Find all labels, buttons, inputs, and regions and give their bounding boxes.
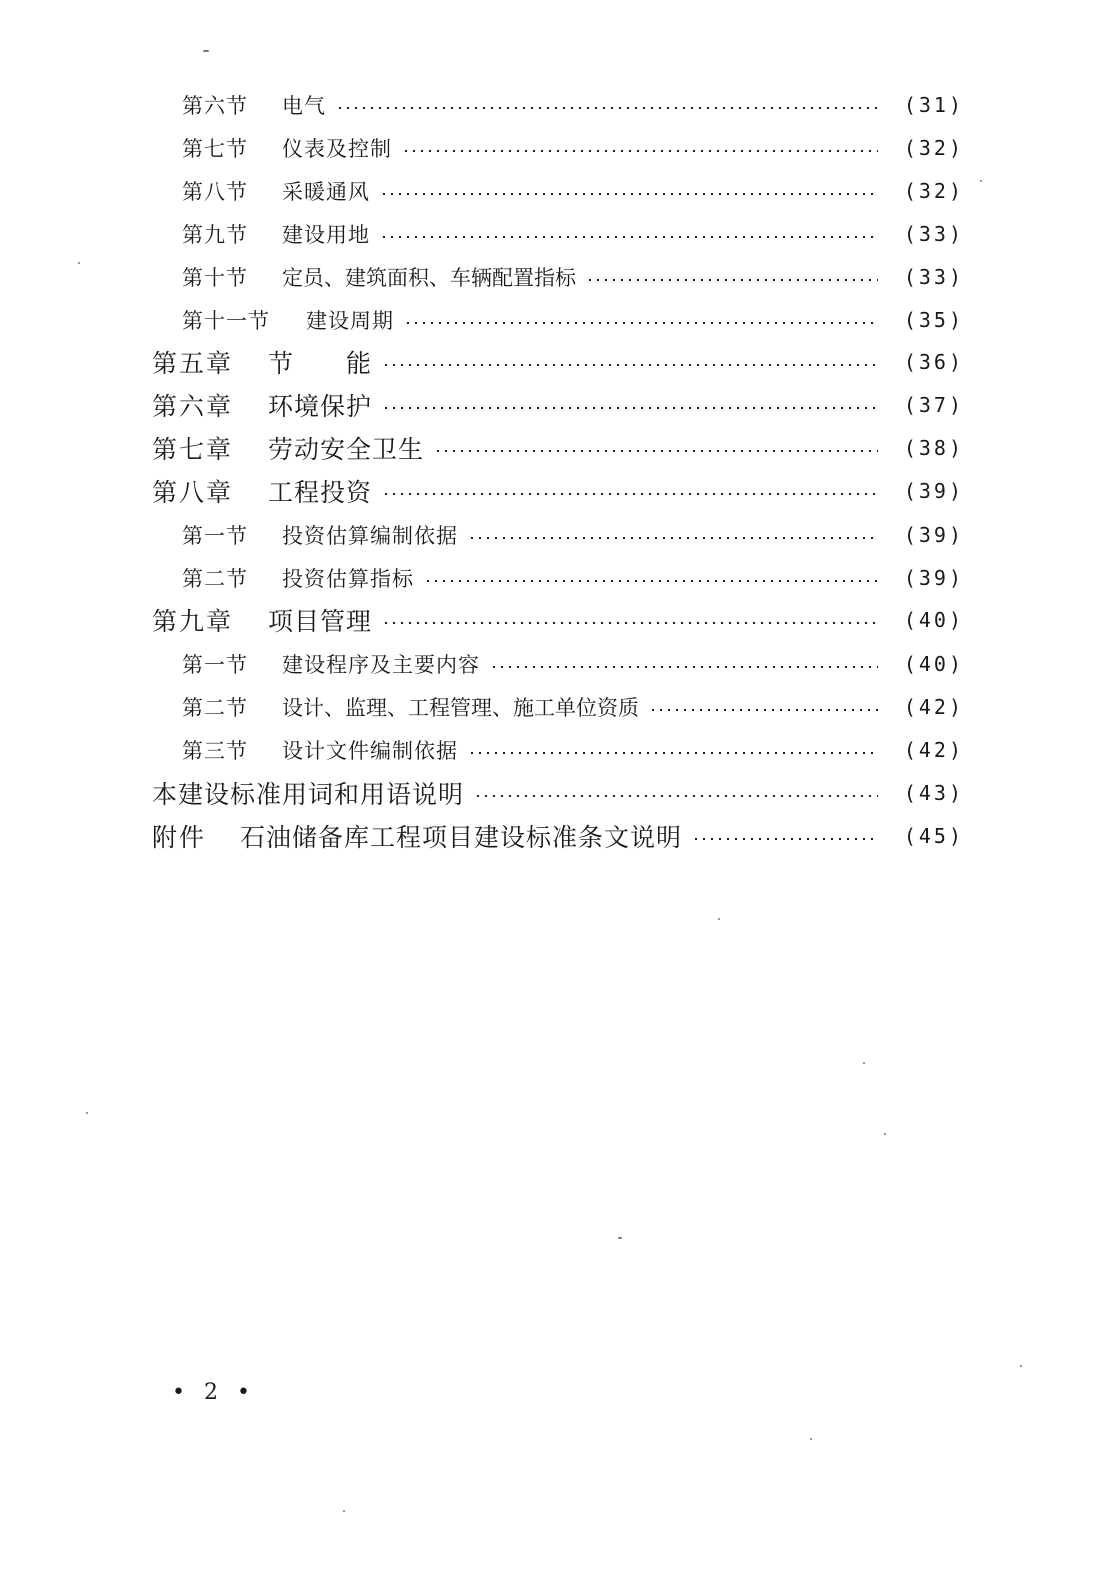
toc-entry-number: 第六章 — [152, 392, 234, 421]
toc-entry-number: 第一节 — [182, 524, 248, 548]
toc-entry — [152, 386, 964, 424]
dot-leader — [468, 752, 878, 754]
toc-entry-page: (38) — [903, 436, 964, 460]
toc-entry — [182, 131, 964, 165]
page-number: • 2 • — [172, 1380, 256, 1405]
toc-entry-number: 第二节 — [182, 567, 248, 591]
toc-entry — [182, 303, 964, 337]
toc-entry — [152, 472, 964, 510]
toc-entry — [182, 518, 964, 552]
dot-leader — [402, 150, 878, 152]
dot-leader — [380, 236, 878, 238]
toc-entry-page: (40) — [903, 608, 964, 632]
scan-speck — [718, 918, 720, 920]
toc-entry-page: (39) — [903, 566, 964, 590]
toc-entry — [182, 260, 964, 294]
toc-entry-page: (32) — [903, 179, 964, 203]
toc-entry-number: 第十一节 — [182, 309, 270, 333]
toc-entry-number: 第一节 — [182, 653, 248, 677]
toc-entry-title: 电气 — [282, 94, 326, 118]
toc-entry-number: 第九章 — [152, 607, 234, 636]
toc-entry-title: 本建设标准用词和用语说明 — [152, 780, 465, 809]
toc-entry-title: 投资估算编制依据 — [282, 524, 458, 548]
toc-entry-page: (43) — [903, 781, 964, 805]
toc-entry-number: 第七节 — [182, 137, 248, 161]
toc-entry — [182, 217, 964, 251]
scan-speck — [980, 180, 982, 182]
toc-entry-title: 建设程序及主要内容 — [282, 653, 480, 677]
toc-entry-title: 仪表及控制 — [282, 137, 392, 161]
toc-entry-title: 节 能 — [268, 349, 373, 378]
toc-entry-page: (36) — [903, 350, 964, 374]
toc-entry-page: (33) — [903, 265, 964, 289]
dot-leader — [382, 493, 878, 495]
dot-leader — [468, 537, 878, 539]
toc-entry-title: 定员、建筑面积、车辆配置指标 — [282, 266, 576, 290]
toc-entry-title: 投资估算指标 — [282, 567, 414, 591]
toc-entry-page: (32) — [903, 136, 964, 160]
dot-leader — [649, 709, 878, 711]
toc-entry-page: (31) — [903, 93, 964, 117]
toc-entry-number: 附件 — [152, 823, 207, 852]
toc-entry-number: 第八章 — [152, 478, 234, 507]
toc-entry — [152, 343, 964, 381]
toc-entry-number: 第八节 — [182, 180, 248, 204]
toc-entry-title: 建设用地 — [282, 223, 370, 247]
toc-entry-number: 第二节 — [182, 696, 248, 720]
toc-entry — [152, 601, 964, 639]
toc-entry-title: 设计文件编制依据 — [282, 739, 458, 763]
toc-entry-title: 石油储备库工程项目建设标准条文说明 — [240, 823, 683, 852]
dot-leader — [424, 580, 878, 582]
toc-entry-number: 第三节 — [182, 739, 248, 763]
toc-entry-number: 第十节 — [182, 266, 248, 290]
toc-entry — [182, 690, 964, 724]
toc-entry-number: 第六节 — [182, 94, 248, 118]
toc-entry-title: 工程投资 — [268, 478, 373, 507]
toc-entry — [182, 647, 964, 681]
dot-leader — [382, 364, 878, 366]
toc-entry — [182, 88, 964, 122]
toc-entry-page: (42) — [903, 738, 964, 762]
dot-leader — [380, 193, 878, 195]
scan-speck — [1020, 1365, 1022, 1367]
toc-entry-page: (39) — [903, 479, 964, 503]
dot-leader — [474, 795, 878, 797]
dot-leader — [336, 107, 878, 109]
toc-entry-title: 设计、监理、工程管理、施工单位资质 — [282, 696, 639, 720]
toc-entry-title: 建设周期 — [306, 309, 394, 333]
toc-entry-title: 项目管理 — [268, 607, 373, 636]
dot-leader — [382, 622, 878, 624]
toc-entry — [152, 774, 964, 812]
scan-speck — [343, 1510, 345, 1512]
toc-entry — [182, 561, 964, 595]
scan-speck — [863, 1062, 865, 1064]
toc-entry-number: 第九节 — [182, 223, 248, 247]
dot-leader — [434, 450, 878, 452]
scan-speck — [86, 1112, 88, 1114]
toc-entry-title: 劳动安全卫生 — [268, 435, 425, 464]
dot-leader — [382, 407, 878, 409]
toc-entry-page: (37) — [903, 393, 964, 417]
dot-leader — [490, 666, 878, 668]
dot-leader — [404, 322, 878, 324]
toc-entry-title: 采暖通风 — [282, 180, 370, 204]
dot-leader — [692, 838, 878, 840]
toc-entry-page: (42) — [903, 695, 964, 719]
toc-entry-page: (39) — [903, 523, 964, 547]
toc-entry — [182, 174, 964, 208]
scan-speck — [618, 1237, 622, 1239]
toc-entry-number: 第七章 — [152, 435, 234, 464]
scan-speck — [78, 262, 80, 264]
toc-entry-page: (45) — [903, 824, 964, 848]
toc-entry-page: (33) — [903, 222, 964, 246]
toc-entry — [152, 817, 964, 855]
dot-leader — [586, 279, 878, 281]
scan-speck — [203, 50, 209, 52]
toc-entry-page: (40) — [903, 652, 964, 676]
toc-entry-title: 环境保护 — [268, 392, 373, 421]
scan-speck — [884, 1133, 886, 1135]
toc-entry-page: (35) — [903, 308, 964, 332]
toc-entry-number: 第五章 — [152, 349, 234, 378]
toc-entry — [182, 733, 964, 767]
toc-entry — [152, 429, 964, 467]
scan-speck — [810, 1438, 812, 1440]
